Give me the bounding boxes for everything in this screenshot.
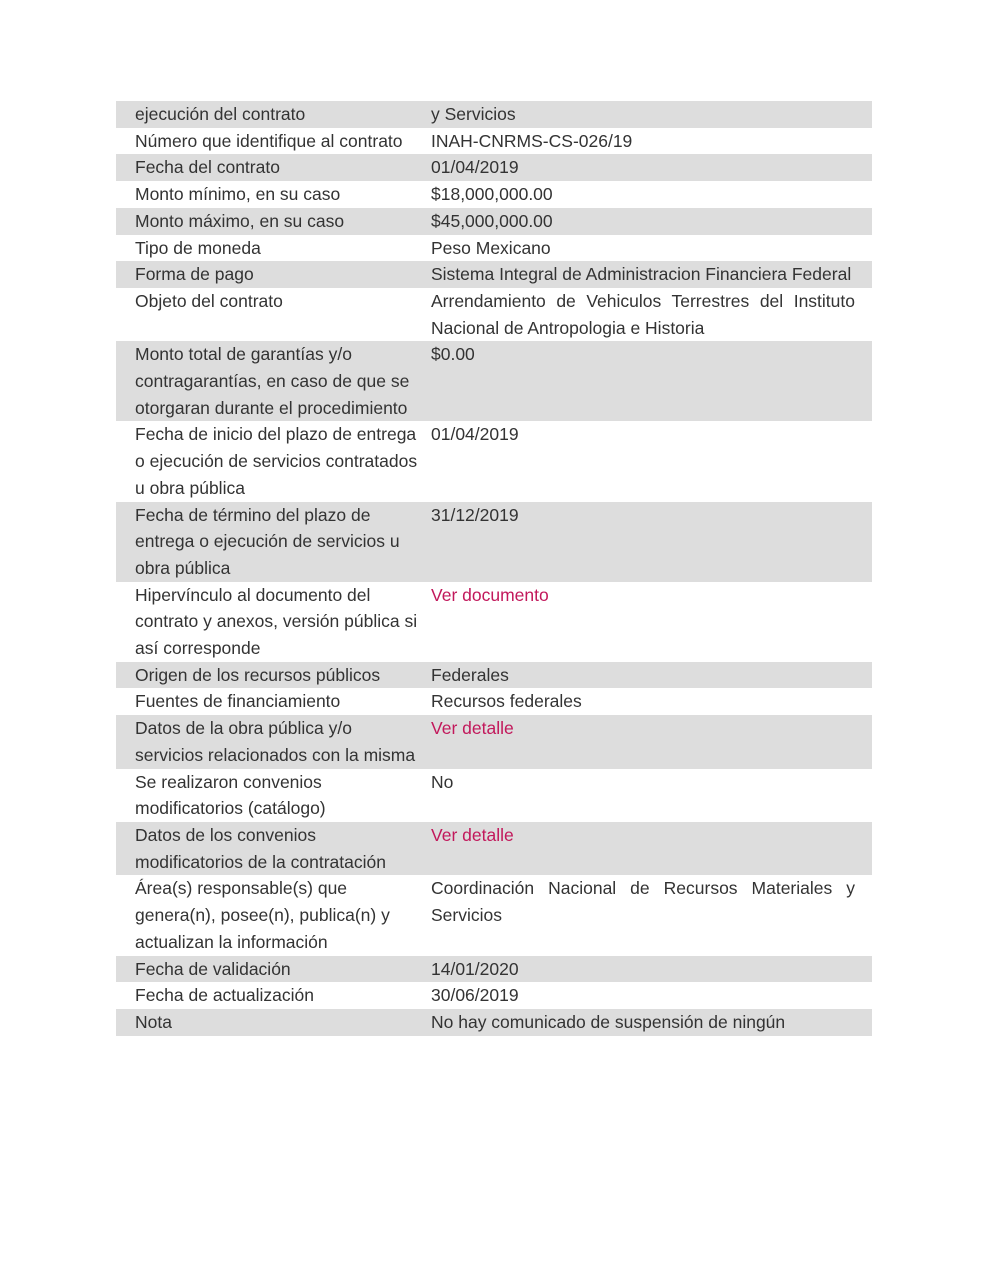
table-row <box>116 502 872 582</box>
table-row <box>116 101 872 128</box>
table-row <box>116 181 872 208</box>
table-row <box>116 956 872 983</box>
table-row <box>116 261 872 288</box>
row-label: Fecha del contrato <box>135 157 280 178</box>
contract-details-table <box>116 101 872 1036</box>
row-label: Fecha de inicio del plazo de entrega o ejecución de servicios contratados u obra pública <box>135 424 418 498</box>
table-row <box>116 288 872 341</box>
row-label: Fecha de actualización <box>135 985 314 1006</box>
row-value: $0.00 <box>431 344 475 365</box>
row-value: No <box>431 771 454 792</box>
table-row <box>116 982 872 1009</box>
row-label: Fecha de término del plazo de entrega o ejecución de servicios u obra pública <box>135 504 400 578</box>
row-value: 01/04/2019 <box>431 157 519 178</box>
row-value: 14/01/2020 <box>431 958 519 979</box>
row-label: Se realizaron convenios modificatorios (catálogo) <box>135 771 326 819</box>
table-row <box>116 154 872 181</box>
table-row <box>116 715 872 768</box>
row-label: Datos de la obra pública y/o servicios relacionados con la misma <box>135 718 416 765</box>
contract-details-viewport <box>116 104 872 1163</box>
table-row <box>116 582 872 662</box>
table-row <box>116 875 872 955</box>
row-value: Recursos federales <box>431 691 582 712</box>
row-label: Monto máximo, en su caso <box>135 210 345 231</box>
row-label: ejecución del contrato <box>135 104 306 124</box>
row-label: Datos de los convenios modificatorios de la contratación <box>135 824 386 872</box>
row-value: 30/06/2019 <box>431 985 519 1006</box>
row-value: Federales <box>431 664 509 685</box>
row-value: 31/12/2019 <box>431 504 519 525</box>
row-label: Objeto del contrato <box>135 290 283 311</box>
table-row <box>116 235 872 262</box>
table-row <box>116 128 872 155</box>
row-value: y Servicios <box>431 104 516 124</box>
row-value: Sistema Integral de Administracion Financiera Federal <box>431 264 852 285</box>
ver-documento-link[interactable]: Ver documento <box>431 584 549 605</box>
row-value: Arrendamiento de Vehiculos Terrestres del Instituto Nacional de Antropologia e Historia <box>431 290 855 338</box>
table-row <box>116 421 872 501</box>
row-label: Monto mínimo, en su caso <box>135 184 341 205</box>
row-label: Fecha de validación <box>135 958 291 979</box>
row-label: Nota <box>135 1011 172 1032</box>
row-value: 01/04/2019 <box>431 424 519 445</box>
row-label: Monto total de garantías y/o contragarantías, en caso de que se otorgaran durante el procedimiento <box>135 344 410 418</box>
row-label: Hipervínculo al documento del contrato y anexos, versión pública si así corresponde <box>135 584 418 659</box>
row-value: No hay comunicado de suspensión de ningún <box>431 1011 786 1032</box>
ver-detalle-obra-link[interactable]: Ver detalle <box>431 718 514 739</box>
row-label: Área(s) responsable(s) que genera(n), posee(n), publica(n) y actualizan la información <box>135 878 390 952</box>
row-label: Forma de pago <box>135 264 254 285</box>
row-value: $18,000,000.00 <box>431 184 553 205</box>
table-row <box>116 769 872 822</box>
row-value: $45,000,000.00 <box>431 210 553 231</box>
table-row <box>116 822 872 875</box>
table-row <box>116 662 872 689</box>
row-value: Peso Mexicano <box>431 237 551 258</box>
table-row <box>116 208 872 235</box>
row-label: Fuentes de financiamiento <box>135 691 341 712</box>
row-label: Origen de los recursos públicos <box>135 664 381 685</box>
row-value: Coordinación Nacional de Recursos Materiales y Servicios <box>431 878 855 926</box>
row-label: Tipo de moneda <box>135 237 261 258</box>
row-value: INAH-CNRMS-CS-026/19 <box>431 130 633 151</box>
table-row <box>116 688 872 715</box>
table-row <box>116 341 872 421</box>
ver-detalle-convenios-link[interactable]: Ver detalle <box>431 824 514 845</box>
row-label: Número que identifique al contrato <box>135 130 403 151</box>
table-row <box>116 1009 872 1036</box>
